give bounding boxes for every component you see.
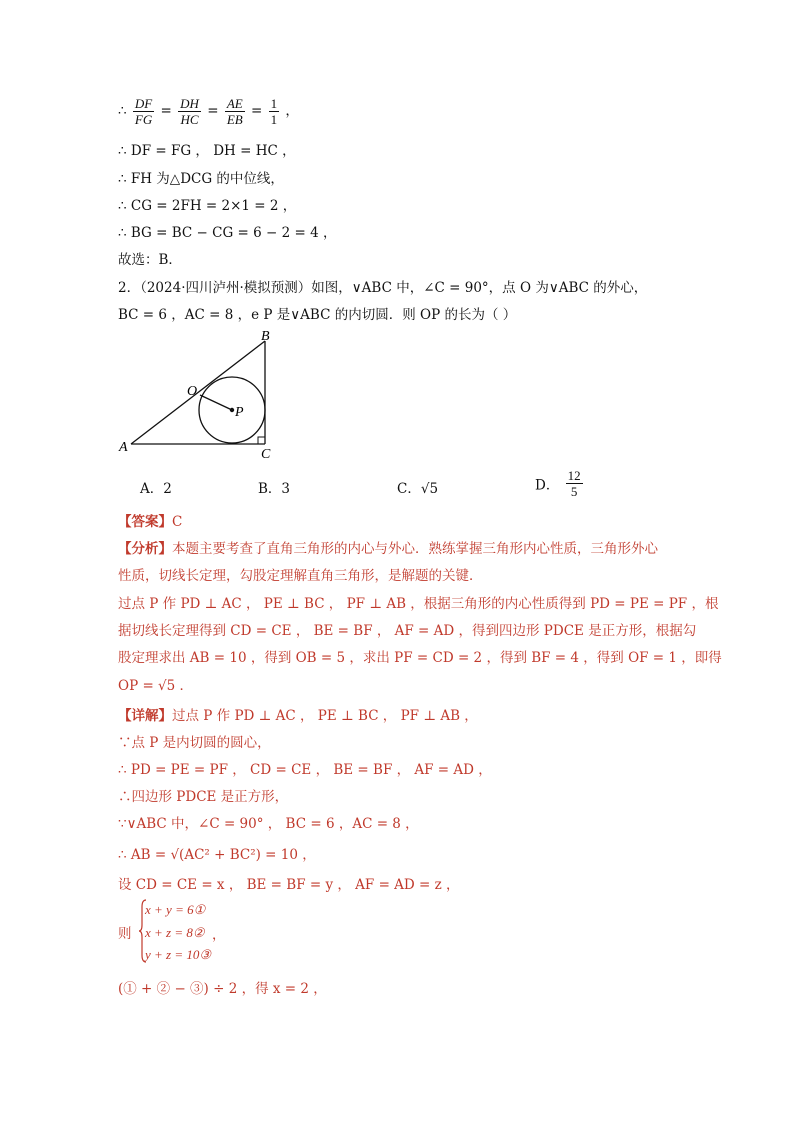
question-line: 2．（2024·四川泸州·模拟预测）如图，∨ABC 中，∠C = 90°，点 O 为∨ABC 的外心， xyxy=(118,280,648,296)
fraction-one: $\frac{1}{1}$ xyxy=(270,96,278,127)
equation-3: y + z = 10③ xyxy=(145,947,212,962)
proof-line: ∴ BG = BC − CG = 6 − 2 = 4 ， xyxy=(118,225,337,241)
label-a: A xyxy=(119,440,128,455)
sqrt-five: √5 xyxy=(420,481,439,497)
option-a: A．2 xyxy=(140,481,172,497)
label-c: C xyxy=(261,447,271,462)
segment-op xyxy=(200,395,232,410)
proof-line: 故选：B． xyxy=(118,252,182,268)
ratio-line: ∴ $\frac{DF}{FG}$ = $\frac{DH}{HC}$ = $\frac{AE}{EB}$ = $\frac{1}{1}$ ， xyxy=(118,96,299,127)
detail-line: ∴ PD = PE = PF ， CD = CE ， BE = BF ， AF = AD ， xyxy=(118,762,492,778)
triangle-figure xyxy=(115,328,285,463)
analysis-line: OP = √5 ． xyxy=(118,678,194,694)
analysis-line: 过点 P 作 PD ⊥ AC ， PE ⊥ BC ， PF ⊥ AB ，根据三角形的内心性质得到 PD = PE = PF ，根 xyxy=(118,596,719,612)
detail-line: 设 CD = CE = x ， BE = BF = y ， AF = AD = z ， xyxy=(118,877,460,893)
fraction-12-5: $\frac{12}{5}$ xyxy=(567,468,581,499)
analysis-line: 性质，切线长定理，勾股定理解直角三角形，是解题的关键． xyxy=(118,568,483,584)
detail-line: ∵∨ABC 中，∠C = 90° ， BC = 6 ，AC = 8 ， xyxy=(118,816,419,832)
fraction-df-fg: $\frac{DF}{FG}$ xyxy=(134,96,153,127)
right-angle-mark xyxy=(258,437,265,444)
option-c: C．√5 xyxy=(397,481,439,497)
option-d: D． $\frac{12}{5}$ xyxy=(535,468,581,499)
proof-line: ∴ CG = 2FH = 2×1 = 2 ， xyxy=(118,198,297,214)
option-b: B．3 xyxy=(258,481,291,497)
equation-2: x + z = 8② xyxy=(145,925,205,940)
detail-line: ∴四边形 PDCE 是正方形， xyxy=(118,789,289,805)
label-b: B xyxy=(261,329,270,344)
fraction-ae-eb: $\frac{AE}{EB}$ xyxy=(226,96,243,127)
analysis-line: 股定理求出 AB = 10 ，得到 OB = 5 ，求出 PF = CD = 2 ，得到 BF = 4 ，得到 OF = 1 ，即得 xyxy=(118,650,722,666)
system-label: 则 xyxy=(118,926,132,942)
equation-1: x + y = 6① xyxy=(145,902,206,917)
question-line: BC = 6 ，AC = 8 ，e P 是∨ABC 的内切圆．则 OP 的长为（ ） xyxy=(118,307,517,323)
label-p: P xyxy=(235,405,244,420)
detail-line: (① + ② − ③) ÷ 2 ，得 x = 2 ， xyxy=(118,981,327,997)
proof-line: ∴ DF = FG ， DH = HC ， xyxy=(118,143,296,159)
point-p xyxy=(230,408,234,412)
label-o: O xyxy=(187,384,198,399)
side-ab xyxy=(131,341,265,444)
analysis-line: 据切线长定理得到 CD = CE ， BE = BF ， AF = AD ，得到四边形 PDCE 是正方形，根据勾 xyxy=(118,623,697,639)
answer-line: 【答案】C xyxy=(118,514,183,530)
detail-line: 【详解】过点 P 作 PD ⊥ AC ， PE ⊥ BC ， PF ⊥ AB ， xyxy=(118,708,478,724)
detail-line: ∵点 P 是内切圆的圆心， xyxy=(118,735,271,751)
detail-line: ∴ AB = √(AC² + BC²) = 10 ， xyxy=(118,847,316,863)
analysis-line: 【分析】本题主要考查了直角三角形的内心与外心．熟练掌握三角形内心性质，三角形外心 xyxy=(118,541,658,557)
system-comma: ， xyxy=(212,927,226,943)
proof-line: ∴ FH 为△DCG 的中位线， xyxy=(118,171,284,187)
fraction-dh-hc: $\frac{DH}{HC}$ xyxy=(180,96,199,127)
